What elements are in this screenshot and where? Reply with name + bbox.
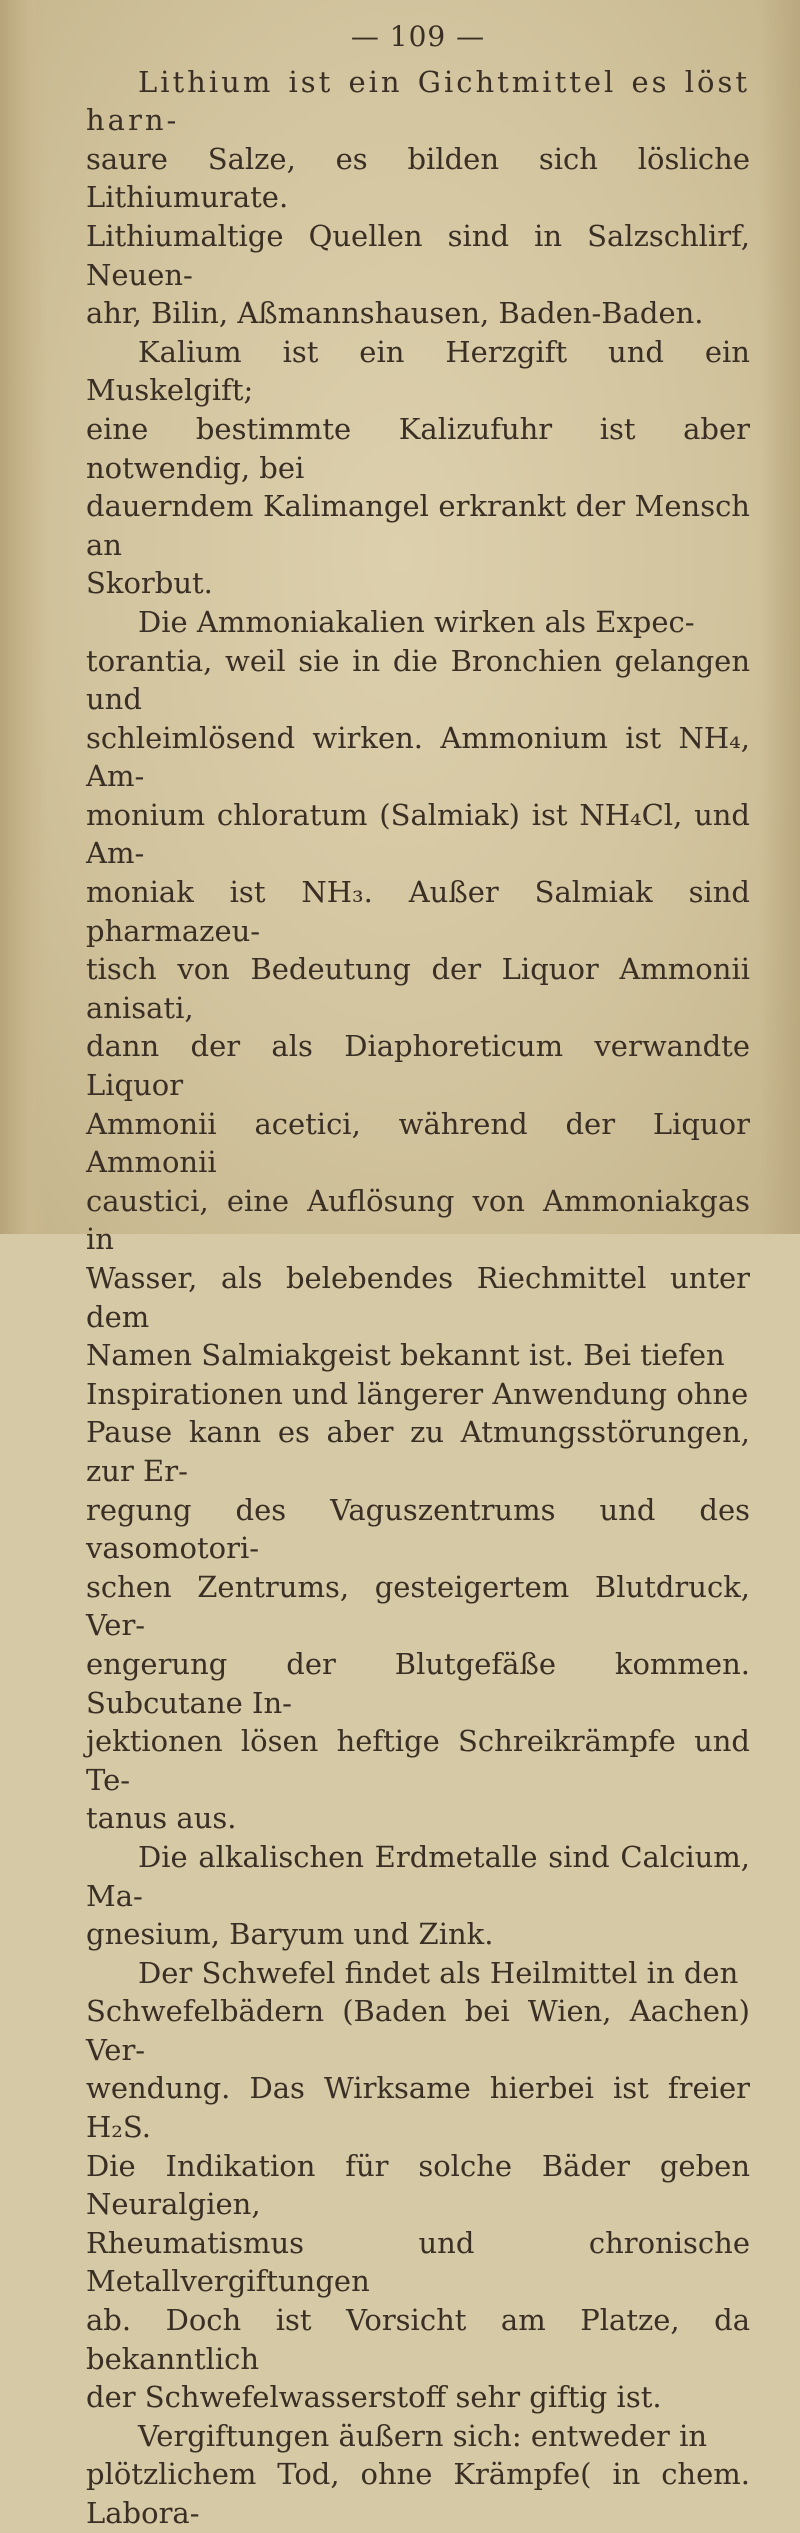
text-line: Vergiftungen äußern sich: entweder in — [138, 2418, 708, 2453]
text-line: ahr, Bilin, Aßmannshausen, Baden-Baden. — [86, 296, 704, 331]
text-line: Namen Salmiakgeist bekannt ist. Bei tiefen — [86, 1338, 725, 1373]
text-line: regung des Vaguszentrums und des vasomotori- — [86, 1492, 750, 1566]
text-line: Der Schwefel findet als Heilmittel in den — [138, 1955, 739, 1990]
text-line: saure Salze, es bilden sich lösliche Lithiumurate. — [86, 141, 750, 215]
text-line: eine bestimmte Kalizufuhr ist aber notwendig, bei — [86, 411, 750, 485]
paragraph-kalium — [86, 333, 750, 603]
text-line: tanus aus. — [86, 1801, 237, 1836]
text-line: der Schwefelwasserstoff sehr giftig ist. — [86, 2380, 662, 2415]
text-line: Lithiumaltige Quellen sind in Salzschlirf, Neuen- — [86, 218, 750, 292]
paragraph-ammoniakalien — [86, 603, 750, 1838]
text-line: plötzlichem Tod, ohne Krämpfe( in chem. Labora- — [86, 2457, 750, 2530]
text-line: Ammonii acetici, während der Liquor Ammonii — [86, 1106, 750, 1180]
page-text — [86, 18, 750, 2533]
page-edge-left — [0, 0, 48, 1234]
text-line: schen Zentrums, gesteigertem Blutdruck, Ver- — [86, 1569, 750, 1643]
text-line: Die Indikation für solche Bäder geben Neuralgien, — [86, 2148, 750, 2222]
text-line: gnesium, Baryum und Zink. — [86, 1917, 494, 1952]
text-line: Wasser, als belebendes Riechmittel unter dem — [86, 1261, 750, 1334]
text-line: monium chloratum (Salmiak) ist NH₄Cl, und Am- — [86, 797, 750, 871]
text-line: ab. Doch ist Vorsicht am Platze, da bekanntlich — [86, 2303, 750, 2376]
text-line: caustici, eine Auflösung von Ammoniakgas in — [86, 1183, 750, 1257]
text-line: torantia, weil sie in die Bronchien gelangen und — [86, 643, 750, 717]
text-line: Die Ammoniakalien wirken als Expec- — [138, 604, 695, 639]
text-line: Kalium ist ein Herzgift und ein Muskelgift; — [86, 334, 750, 408]
text-line: engerung der Blutgefäße kommen. Subcutane In- — [86, 1646, 750, 1720]
text-line: moniak ist NH₃. Außer Salmiak sind pharmazeu- — [86, 875, 750, 948]
text-line: wendung. Das Wirksame hierbei ist freier H₂S. — [86, 2071, 750, 2145]
text-line: tisch von Bedeutung der Liquor Ammonii anisati, — [86, 952, 750, 1025]
paragraph-lithium — [86, 63, 750, 333]
text-line: Inspirationen und längerer Anwendung ohne — [86, 1376, 749, 1411]
text-line: dann der als Diaphoreticum verwandte Liquor — [86, 1029, 750, 1103]
text-line: Die alkalischen Erdmetalle sind Calcium, Ma- — [86, 1839, 750, 1913]
paragraph-vergiftungen — [86, 2417, 750, 2533]
text-line: dauerndem Kalimangel erkrankt der Mensch an — [86, 489, 750, 562]
text-line: Pause kann es aber zu Atmungsstörungen, zur Er- — [86, 1415, 750, 1488]
text-line: schleimlösend wirken. Ammonium ist NH₄, Am- — [86, 720, 750, 794]
text-line: Lithium ist ein Gichtmittel es löst harn- — [86, 64, 750, 138]
text-line: Rheumatismus und chronische Metallvergiftungen — [86, 2225, 750, 2299]
text-line: Skorbut. — [86, 566, 213, 601]
page-number: — 109 — — [350, 20, 486, 53]
text-line: jektionen lösen heftige Schreikrämpfe und Te- — [86, 1724, 750, 1797]
text-line: Schwefelbädern (Baden bei Wien, Aachen) Ver- — [86, 1994, 750, 2067]
page-edge-right — [760, 0, 800, 1234]
paragraph-schwefel — [86, 1954, 750, 2417]
paragraph-erdmetalle — [86, 1838, 750, 1954]
